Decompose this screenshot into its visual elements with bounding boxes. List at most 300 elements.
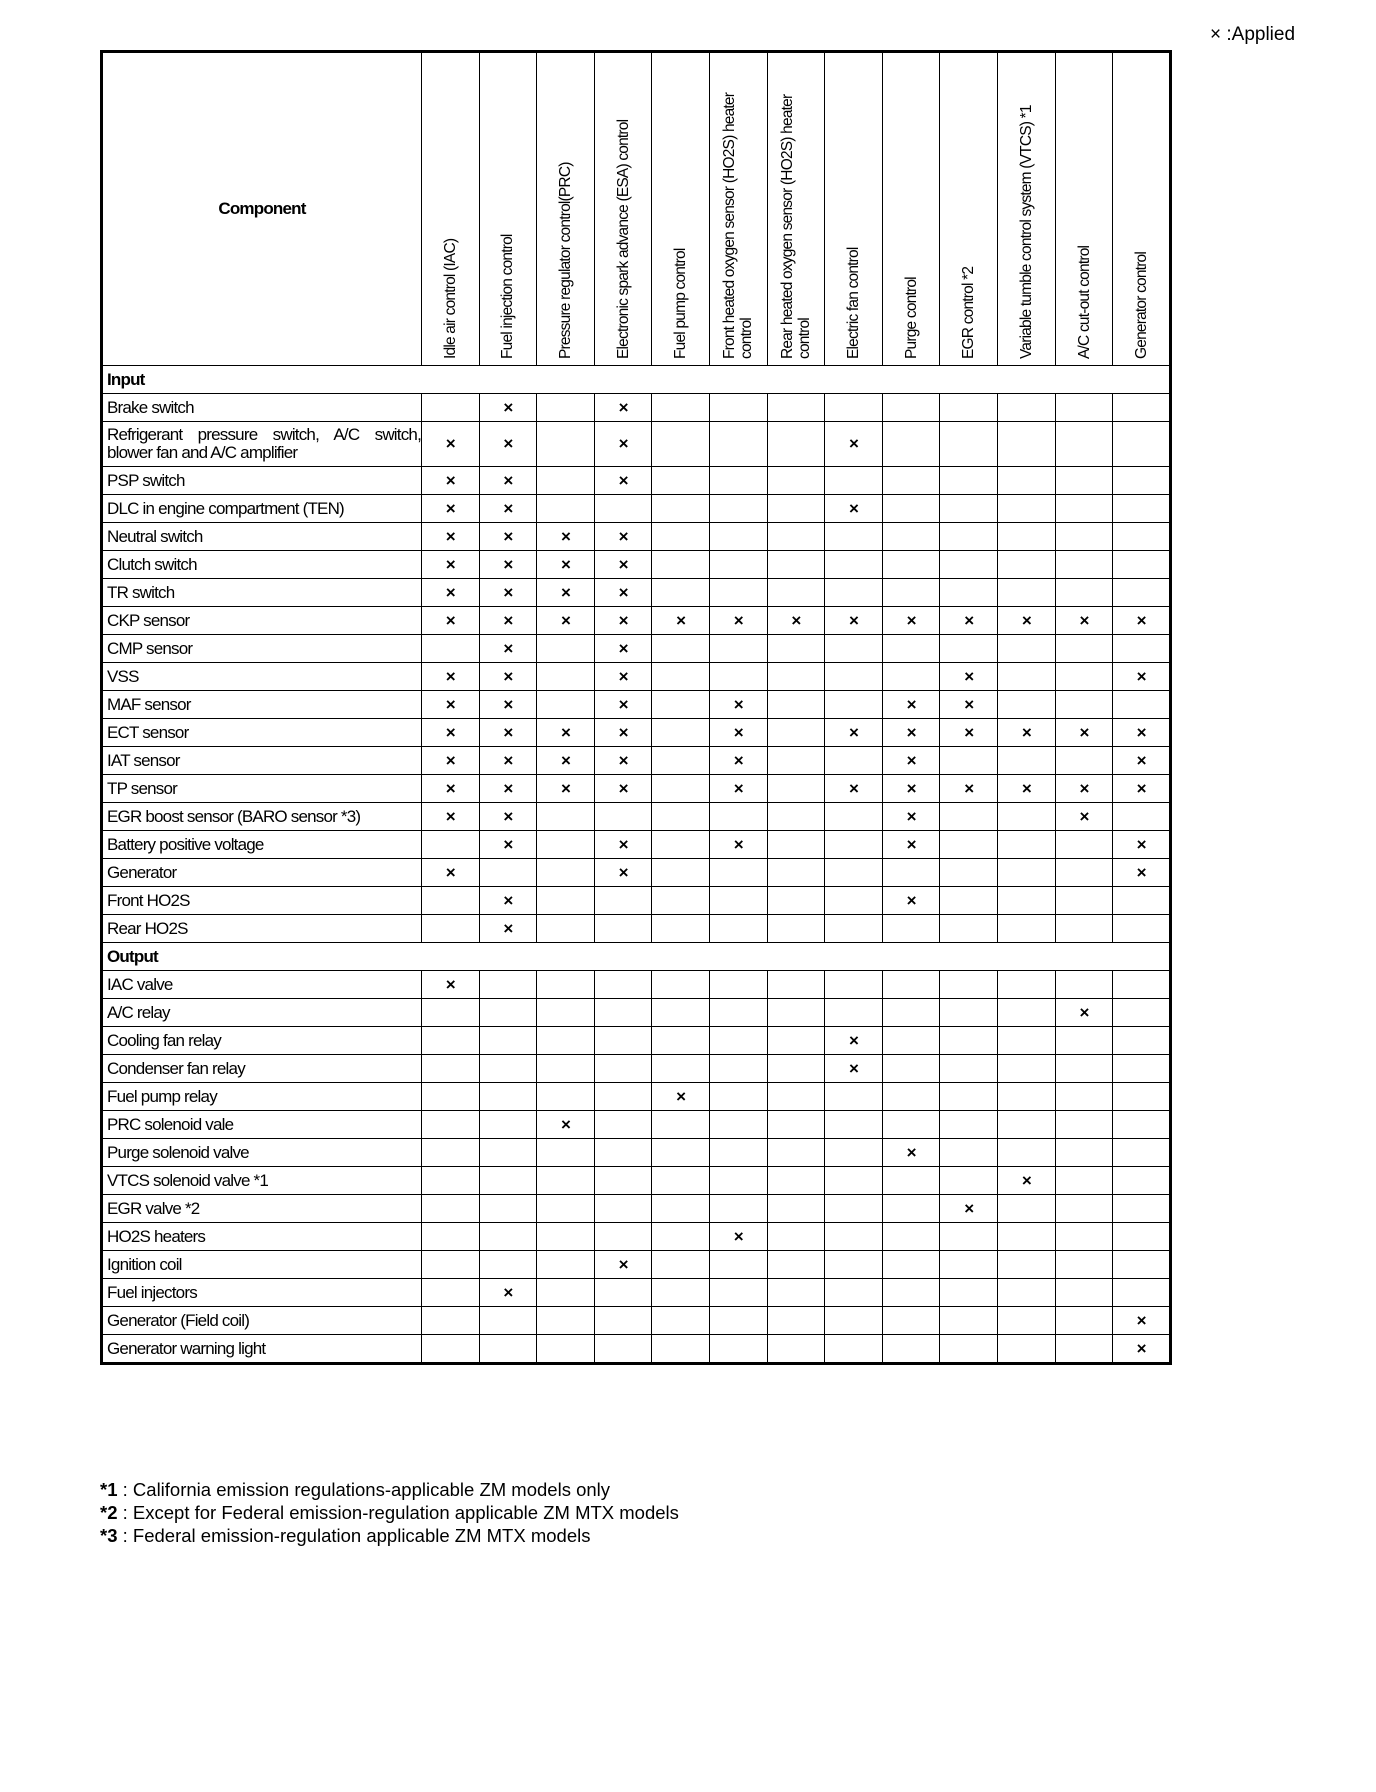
component-label: IAC valve xyxy=(102,971,422,999)
applied-cell xyxy=(882,1027,940,1055)
applied-mark: × xyxy=(710,607,768,635)
component-label: Clutch switch xyxy=(102,551,422,579)
applied-cell xyxy=(652,747,710,775)
applied-mark: × xyxy=(882,831,940,859)
component-label: Neutral switch xyxy=(102,523,422,551)
applied-cell xyxy=(767,663,825,691)
applied-cell xyxy=(652,887,710,915)
applied-cell xyxy=(1055,1307,1113,1335)
applied-mark: × xyxy=(479,635,537,663)
applied-cell xyxy=(998,1027,1056,1055)
applied-cell xyxy=(710,1279,768,1307)
applied-mark: × xyxy=(594,394,652,422)
table-row xyxy=(102,551,1171,579)
applied-cell xyxy=(652,1195,710,1223)
applied-cell xyxy=(1113,495,1171,523)
applied-mark: × xyxy=(479,1279,537,1307)
applied-cell xyxy=(1113,635,1171,663)
applied-cell xyxy=(537,1027,595,1055)
table-row xyxy=(102,915,1171,943)
applied-cell xyxy=(1113,467,1171,495)
applied-cell xyxy=(1113,1251,1171,1279)
applied-cell xyxy=(940,422,998,467)
applied-cell xyxy=(940,887,998,915)
applied-cell xyxy=(825,831,883,859)
applied-mark: × xyxy=(825,775,883,803)
applied-cell xyxy=(940,1251,998,1279)
column-header-label: Generator control xyxy=(1132,251,1150,359)
applied-cell xyxy=(1055,635,1113,663)
applied-mark: × xyxy=(594,1251,652,1279)
applied-cell xyxy=(1055,551,1113,579)
applied-cell xyxy=(422,1251,480,1279)
applied-cell xyxy=(767,1279,825,1307)
applied-mark: × xyxy=(537,579,595,607)
applied-mark: × xyxy=(940,607,998,635)
applied-cell xyxy=(767,635,825,663)
applied-cell xyxy=(940,1307,998,1335)
applied-cell xyxy=(710,551,768,579)
applied-cell xyxy=(422,1307,480,1335)
applied-cell xyxy=(1055,691,1113,719)
applied-cell xyxy=(1055,1055,1113,1083)
component-label: Front HO2S xyxy=(102,887,422,915)
applied-cell xyxy=(998,1111,1056,1139)
applied-cell xyxy=(767,1055,825,1083)
applied-cell xyxy=(998,747,1056,775)
applied-cell xyxy=(594,1083,652,1111)
applied-mark: × xyxy=(882,719,940,747)
applied-mark: × xyxy=(710,747,768,775)
applied-cell xyxy=(537,915,595,943)
applied-cell xyxy=(1113,1027,1171,1055)
applied-cell xyxy=(1055,1223,1113,1251)
applied-cell xyxy=(479,859,537,887)
applied-cell xyxy=(1055,1335,1113,1364)
applied-cell xyxy=(998,1335,1056,1364)
applied-cell xyxy=(998,859,1056,887)
applied-cell xyxy=(998,635,1056,663)
applied-mark: × xyxy=(537,775,595,803)
applied-mark: × xyxy=(1055,719,1113,747)
applied-cell xyxy=(594,1335,652,1364)
applied-cell xyxy=(479,971,537,999)
footnote-text: : Except for Federal emission-regulation applicable ZM MTX models xyxy=(122,1502,679,1523)
applied-cell xyxy=(940,1335,998,1364)
applied-cell xyxy=(767,551,825,579)
applied-mark: × xyxy=(422,422,480,467)
applied-cell xyxy=(652,831,710,859)
applied-cell xyxy=(940,803,998,831)
table-row xyxy=(102,495,1171,523)
applied-cell xyxy=(825,803,883,831)
applied-cell xyxy=(1113,1083,1171,1111)
applied-cell xyxy=(998,1055,1056,1083)
applied-cell xyxy=(710,663,768,691)
applied-mark: × xyxy=(882,747,940,775)
applied-cell xyxy=(767,394,825,422)
applied-cell xyxy=(767,1167,825,1195)
applied-cell xyxy=(940,1055,998,1083)
component-label: Fuel injectors xyxy=(102,1279,422,1307)
applied-cell xyxy=(537,803,595,831)
applied-cell xyxy=(537,691,595,719)
applied-cell xyxy=(940,523,998,551)
applied-cell xyxy=(652,495,710,523)
applied-cell xyxy=(422,1335,480,1364)
applied-mark: × xyxy=(1113,719,1171,747)
applied-cell xyxy=(710,1307,768,1335)
applied-cell xyxy=(767,999,825,1027)
component-label: Condenser fan relay xyxy=(102,1055,422,1083)
applied-cell xyxy=(1055,1083,1113,1111)
applied-mark: × xyxy=(479,551,537,579)
applied-cell xyxy=(998,467,1056,495)
applied-cell xyxy=(652,551,710,579)
applied-cell xyxy=(825,747,883,775)
applied-cell xyxy=(998,551,1056,579)
table-row xyxy=(102,1251,1171,1279)
table-row xyxy=(102,1111,1171,1139)
applied-cell xyxy=(825,635,883,663)
applied-cell xyxy=(1055,971,1113,999)
applied-cell xyxy=(825,1279,883,1307)
applied-cell xyxy=(710,859,768,887)
applied-cell xyxy=(825,887,883,915)
applied-cell xyxy=(940,1111,998,1139)
applied-cell xyxy=(594,999,652,1027)
applied-cell xyxy=(652,523,710,551)
applied-mark: × xyxy=(710,831,768,859)
component-label: Fuel pump relay xyxy=(102,1083,422,1111)
applied-cell xyxy=(479,1195,537,1223)
applied-cell xyxy=(479,1055,537,1083)
table-row xyxy=(102,1195,1171,1223)
applied-mark: × xyxy=(998,1167,1056,1195)
applied-cell xyxy=(479,1139,537,1167)
applied-cell xyxy=(537,663,595,691)
applied-cell xyxy=(594,803,652,831)
applied-cell xyxy=(998,691,1056,719)
column-header xyxy=(652,52,710,366)
applied-cell xyxy=(767,1139,825,1167)
applied-cell xyxy=(422,1167,480,1195)
applied-cell xyxy=(882,1167,940,1195)
table-row xyxy=(102,1083,1171,1111)
applied-cell xyxy=(594,915,652,943)
applied-mark: × xyxy=(710,1223,768,1251)
applied-cell xyxy=(1113,1055,1171,1083)
applied-cell xyxy=(940,1167,998,1195)
applied-cell xyxy=(882,859,940,887)
table-row xyxy=(102,775,1171,803)
applied-cell xyxy=(1113,579,1171,607)
applied-mark: × xyxy=(537,607,595,635)
applied-cell xyxy=(1055,495,1113,523)
applied-mark: × xyxy=(479,747,537,775)
applied-mark: × xyxy=(594,607,652,635)
applied-cell xyxy=(594,1055,652,1083)
column-header-label: Fuel pump control xyxy=(672,248,690,359)
component-label: PRC solenoid vale xyxy=(102,1111,422,1139)
applied-mark: × xyxy=(479,691,537,719)
applied-cell xyxy=(537,1167,595,1195)
component-label: Cooling fan relay xyxy=(102,1027,422,1055)
applied-cell xyxy=(422,1111,480,1139)
column-header-label: Idle air control (IAC) xyxy=(441,238,459,359)
applied-cell xyxy=(1055,1279,1113,1307)
applied-cell xyxy=(825,523,883,551)
applied-cell xyxy=(767,775,825,803)
footnote xyxy=(100,1478,679,1501)
applied-cell xyxy=(1055,394,1113,422)
applied-cell xyxy=(537,831,595,859)
applied-mark: × xyxy=(537,747,595,775)
applied-mark: × xyxy=(1113,607,1171,635)
applied-cell xyxy=(825,691,883,719)
applied-cell xyxy=(825,467,883,495)
applied-cell xyxy=(594,1139,652,1167)
component-application-table xyxy=(100,50,1172,1365)
applied-cell xyxy=(998,579,1056,607)
column-header-label: Pressure regulator control(PRC) xyxy=(557,162,575,359)
applied-cell xyxy=(1113,1111,1171,1139)
applied-cell xyxy=(998,831,1056,859)
applied-cell xyxy=(767,495,825,523)
applied-cell xyxy=(479,1307,537,1335)
applied-mark: × xyxy=(710,775,768,803)
applied-cell xyxy=(594,1195,652,1223)
applied-mark: × xyxy=(1055,775,1113,803)
component-label: A/C relay xyxy=(102,999,422,1027)
table-row xyxy=(102,1279,1171,1307)
applied-cell xyxy=(767,1111,825,1139)
applied-cell xyxy=(422,1055,480,1083)
applied-cell xyxy=(422,394,480,422)
applied-cell xyxy=(652,859,710,887)
applied-cell xyxy=(998,663,1056,691)
applied-cell xyxy=(652,719,710,747)
component-label: TP sensor xyxy=(102,775,422,803)
applied-cell xyxy=(998,1139,1056,1167)
applied-cell xyxy=(882,1111,940,1139)
applied-cell xyxy=(825,999,883,1027)
applied-cell xyxy=(998,803,1056,831)
applied-cell xyxy=(1055,1027,1113,1055)
applied-cell xyxy=(537,1139,595,1167)
column-header xyxy=(767,52,825,366)
table-row xyxy=(102,971,1171,999)
applied-cell xyxy=(767,467,825,495)
component-label: CKP sensor xyxy=(102,607,422,635)
applied-cell xyxy=(594,1279,652,1307)
applied-mark: × xyxy=(422,467,480,495)
applied-cell xyxy=(882,635,940,663)
applied-cell xyxy=(940,495,998,523)
applied-cell xyxy=(710,1111,768,1139)
applied-cell xyxy=(710,915,768,943)
applied-cell xyxy=(652,635,710,663)
applied-cell xyxy=(1113,551,1171,579)
applied-cell xyxy=(825,394,883,422)
applied-mark: × xyxy=(479,579,537,607)
applied-cell xyxy=(710,971,768,999)
applied-cell xyxy=(652,971,710,999)
column-header xyxy=(825,52,883,366)
footnote xyxy=(100,1524,679,1547)
applied-cell xyxy=(710,1167,768,1195)
applied-mark: × xyxy=(537,523,595,551)
section-title: Input xyxy=(102,366,1171,394)
applied-cell xyxy=(479,1111,537,1139)
applied-cell xyxy=(998,394,1056,422)
table-row xyxy=(102,635,1171,663)
applied-cell xyxy=(882,1307,940,1335)
applied-cell xyxy=(882,1055,940,1083)
applied-cell xyxy=(537,1279,595,1307)
applied-cell xyxy=(825,551,883,579)
applied-cell xyxy=(940,971,998,999)
applied-mark: × xyxy=(882,1139,940,1167)
column-header-label: Variable tumble control system (VTCS) *1 xyxy=(1017,105,1035,359)
applied-mark: × xyxy=(422,775,480,803)
applied-mark: × xyxy=(479,915,537,943)
applied-mark: × xyxy=(479,775,537,803)
applied-cell xyxy=(767,1251,825,1279)
column-header-label: Fuel injection control xyxy=(499,234,517,359)
applied-cell xyxy=(594,971,652,999)
applied-mark: × xyxy=(479,663,537,691)
applied-cell xyxy=(652,999,710,1027)
column-header-label: Electronic spark advance (ESA) control xyxy=(614,119,632,359)
applied-cell xyxy=(825,1251,883,1279)
component-label: Generator (Field coil) xyxy=(102,1307,422,1335)
applied-cell xyxy=(537,1251,595,1279)
applied-cell xyxy=(1055,915,1113,943)
footnotes xyxy=(100,1478,679,1547)
applied-cell xyxy=(1055,523,1113,551)
applied-cell xyxy=(767,971,825,999)
applied-legend: × :Applied xyxy=(1210,24,1296,45)
component-label: MAF sensor xyxy=(102,691,422,719)
applied-cell xyxy=(882,467,940,495)
column-header xyxy=(882,52,940,366)
applied-cell xyxy=(882,971,940,999)
applied-cell xyxy=(767,831,825,859)
applied-cell xyxy=(998,915,1056,943)
column-header-label: Electric fan control xyxy=(845,247,863,359)
applied-mark: × xyxy=(479,394,537,422)
component-label: VTCS solenoid valve *1 xyxy=(102,1167,422,1195)
column-header-label: Rear heated oxygen sensor (HO2S) heater control xyxy=(778,94,813,359)
applied-mark: × xyxy=(1113,775,1171,803)
applied-cell xyxy=(940,467,998,495)
table-row xyxy=(102,719,1171,747)
applied-mark: × xyxy=(422,663,480,691)
applied-mark: × xyxy=(422,523,480,551)
applied-cell xyxy=(940,1139,998,1167)
applied-mark: × xyxy=(479,607,537,635)
applied-mark: × xyxy=(479,831,537,859)
table-row xyxy=(102,831,1171,859)
applied-cell xyxy=(767,719,825,747)
applied-cell xyxy=(710,579,768,607)
applied-cell xyxy=(710,635,768,663)
column-header xyxy=(479,52,537,366)
applied-cell xyxy=(998,1279,1056,1307)
applied-cell xyxy=(882,1335,940,1364)
applied-cell xyxy=(652,1307,710,1335)
column-header-label: Purge control xyxy=(902,277,920,359)
applied-cell xyxy=(710,394,768,422)
applied-mark: × xyxy=(479,422,537,467)
applied-cell xyxy=(710,523,768,551)
applied-cell xyxy=(1055,467,1113,495)
applied-cell xyxy=(422,915,480,943)
component-label: Battery positive voltage xyxy=(102,831,422,859)
applied-cell xyxy=(882,915,940,943)
applied-cell xyxy=(767,803,825,831)
applied-cell xyxy=(652,1055,710,1083)
applied-mark: × xyxy=(422,859,480,887)
applied-mark: × xyxy=(652,607,710,635)
applied-mark: × xyxy=(940,691,998,719)
applied-cell xyxy=(652,1335,710,1364)
applied-cell xyxy=(1055,747,1113,775)
column-header-label: A/C cut-out control xyxy=(1075,245,1093,359)
table-row xyxy=(102,887,1171,915)
applied-cell xyxy=(998,1083,1056,1111)
applied-cell xyxy=(422,831,480,859)
applied-cell xyxy=(422,1195,480,1223)
table-row xyxy=(102,1307,1171,1335)
applied-cell xyxy=(652,1223,710,1251)
applied-mark: × xyxy=(998,775,1056,803)
applied-cell xyxy=(825,579,883,607)
applied-cell xyxy=(882,1083,940,1111)
table-row xyxy=(102,999,1171,1027)
applied-cell xyxy=(422,1083,480,1111)
applied-mark: × xyxy=(594,579,652,607)
applied-cell xyxy=(940,394,998,422)
applied-cell xyxy=(940,999,998,1027)
table-row xyxy=(102,1167,1171,1195)
applied-cell xyxy=(652,1251,710,1279)
component-label: Purge solenoid valve xyxy=(102,1139,422,1167)
column-header xyxy=(710,52,768,366)
applied-cell xyxy=(882,523,940,551)
applied-mark: × xyxy=(825,495,883,523)
applied-cell xyxy=(710,1027,768,1055)
applied-mark: × xyxy=(594,523,652,551)
applied-mark: × xyxy=(767,607,825,635)
applied-cell xyxy=(537,887,595,915)
applied-cell xyxy=(1055,1111,1113,1139)
applied-cell xyxy=(1113,394,1171,422)
applied-mark: × xyxy=(882,607,940,635)
applied-cell xyxy=(710,467,768,495)
applied-mark: × xyxy=(1055,999,1113,1027)
applied-cell xyxy=(1055,663,1113,691)
applied-cell xyxy=(882,1223,940,1251)
applied-mark: × xyxy=(537,1111,595,1139)
applied-mark: × xyxy=(537,551,595,579)
applied-cell xyxy=(652,663,710,691)
applied-cell xyxy=(998,1223,1056,1251)
applied-mark: × xyxy=(594,467,652,495)
section-title: Output xyxy=(102,943,1171,971)
applied-cell xyxy=(825,1335,883,1364)
